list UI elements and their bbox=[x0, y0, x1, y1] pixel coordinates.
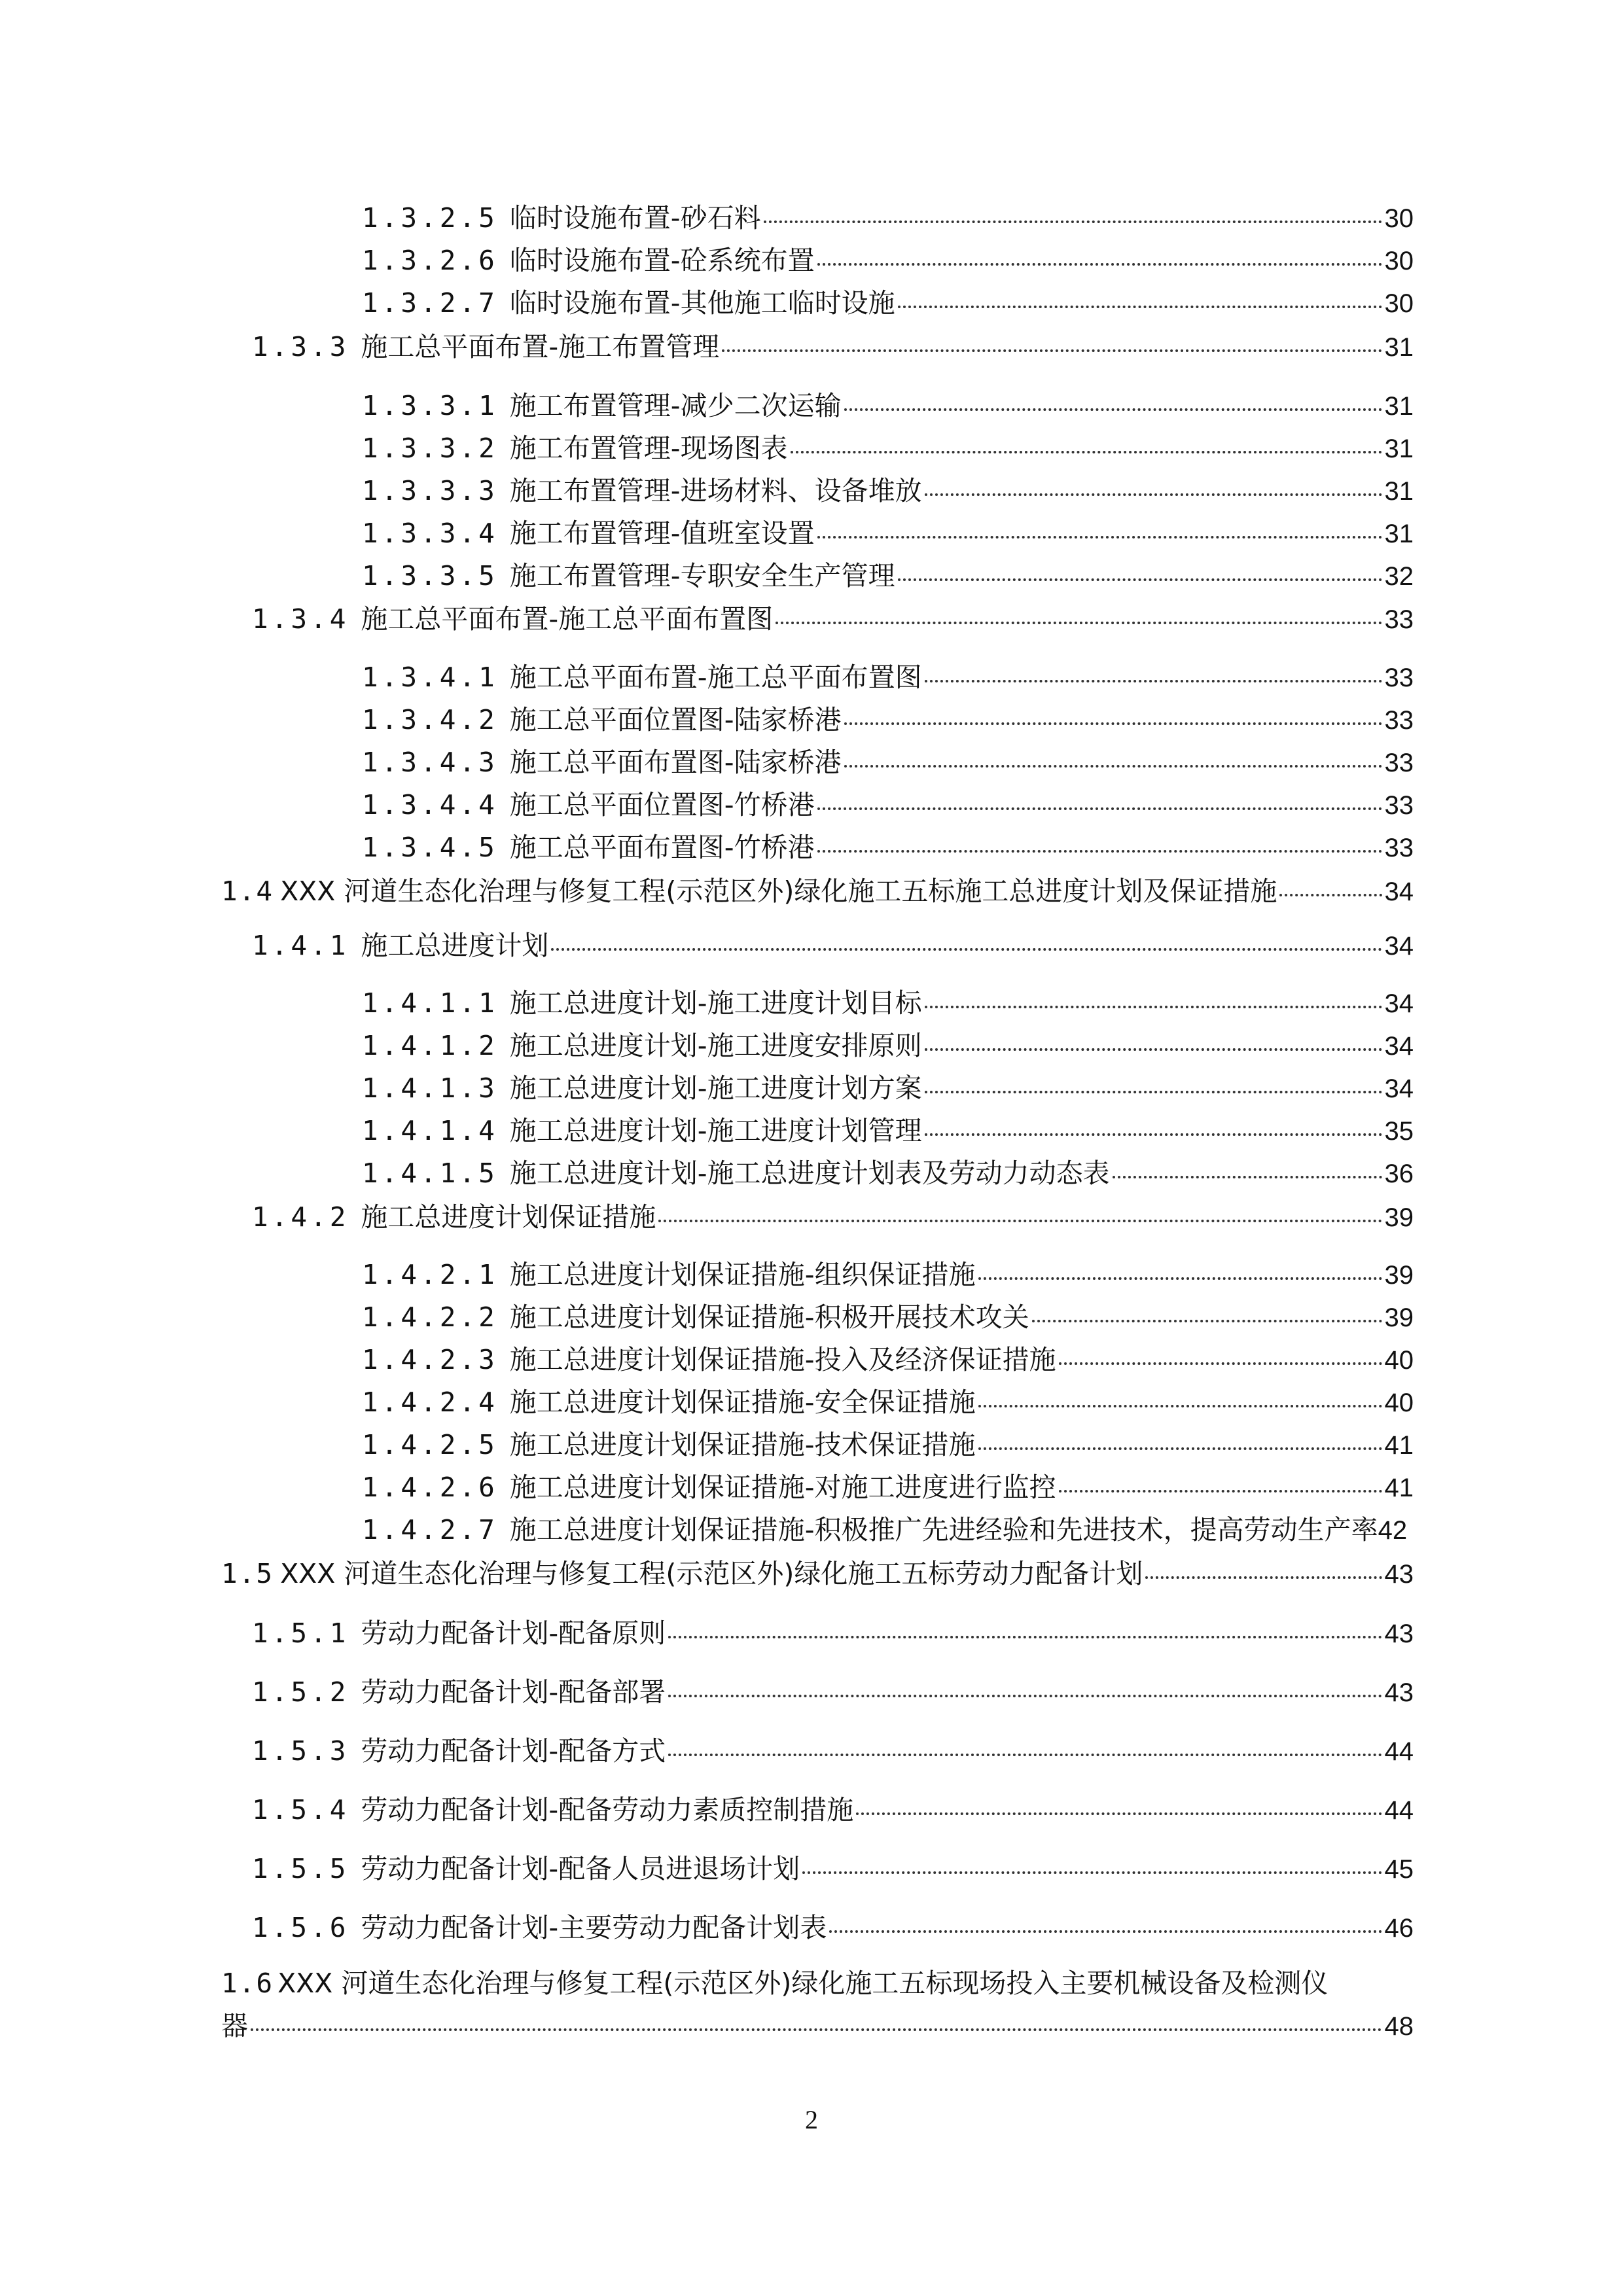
dot-leader bbox=[1145, 1576, 1382, 1579]
toc-entry-page: 48 bbox=[1384, 2012, 1414, 2041]
toc-entry-1-4-2-3[interactable] bbox=[362, 1341, 1414, 1379]
dot-leader bbox=[722, 349, 1382, 352]
toc-entry-page: 41 bbox=[1384, 1474, 1414, 1502]
toc-entry-page: 34 bbox=[1384, 932, 1414, 961]
toc-entry-1-3-4-1[interactable] bbox=[362, 659, 1414, 696]
toc-entry-1-5-4[interactable] bbox=[252, 1792, 1414, 1829]
toc-entry-title: 劳动力配备计划-配备人员进退场计划 bbox=[361, 1853, 800, 1884]
toc-entry-title: 施工总平面布置-施工总平面布置图 bbox=[361, 603, 774, 635]
toc-entry-title: 施工布置管理-值班室设置 bbox=[509, 518, 815, 549]
toc-entry-page: 45 bbox=[1384, 1855, 1414, 1884]
toc-entry-page: 43 bbox=[1384, 1619, 1414, 1648]
toc-entry-title: 施工布置管理-减少二次运输 bbox=[509, 390, 842, 421]
toc-entry-title: 施工总进度计划-施工总进度计划表及劳动力动态表 bbox=[509, 1157, 1110, 1189]
toc-entry-title: 施工总进度计划保证措施 bbox=[361, 1201, 656, 1233]
dot-leader bbox=[1032, 1320, 1382, 1322]
toc-entry-number: 1.3.4.1 bbox=[362, 662, 498, 693]
toc-entry-page: 36 bbox=[1384, 1159, 1414, 1188]
toc-entry-page: 33 bbox=[1384, 605, 1414, 634]
toc-entry-page: 46 bbox=[1384, 1914, 1414, 1943]
toc-entry-number: 1.3.3.1 bbox=[362, 390, 498, 421]
toc-entry-number: 1.4.2.5 bbox=[362, 1429, 498, 1460]
toc-entry-page: 33 bbox=[1384, 706, 1414, 735]
toc-entry-number: 1.4.1.3 bbox=[362, 1072, 498, 1104]
toc-entry-page: 41 bbox=[1384, 1431, 1414, 1460]
dot-leader bbox=[898, 306, 1382, 308]
dot-leader bbox=[925, 1006, 1382, 1008]
toc-entry-1-3-3-4[interactable] bbox=[362, 515, 1414, 552]
dot-leader bbox=[1059, 1362, 1382, 1365]
toc-entry-number: 1.5 bbox=[221, 1558, 274, 1589]
toc-entry-1-4-1-3[interactable] bbox=[362, 1070, 1414, 1107]
toc-entry-number: 1.4 bbox=[221, 875, 274, 907]
toc-entry-title-line1: XXX 河道生态化治理与修复工程(示范区外)绿化施工五标现场投入主要机械设备及检测仪 bbox=[277, 1968, 1329, 1999]
dot-leader bbox=[817, 263, 1382, 266]
toc-entry-page: 42 bbox=[1378, 1516, 1408, 1545]
toc-entry-title: 施工总进度计划保证措施-组织保证措施 bbox=[509, 1259, 976, 1290]
toc-entry-1-3-3-5[interactable] bbox=[362, 557, 1414, 595]
toc-entry-title: 施工总进度计划保证措施-投入及经济保证措施 bbox=[509, 1344, 1056, 1375]
toc-entry-number: 1.4.2.6 bbox=[362, 1472, 498, 1503]
dot-leader bbox=[978, 1277, 1382, 1280]
dot-leader bbox=[978, 1447, 1382, 1450]
toc-entry-page: 44 bbox=[1384, 1737, 1414, 1766]
toc-entry-page: 31 bbox=[1384, 333, 1414, 362]
toc-entry-1-4-2-5[interactable] bbox=[362, 1426, 1414, 1464]
dot-leader bbox=[925, 1133, 1382, 1136]
toc-entry-title: 劳动力配备计划-配备部署 bbox=[361, 1676, 666, 1708]
toc-entry-1-5-6[interactable] bbox=[252, 1909, 1414, 1947]
toc-entry-number: 1.3.2.7 bbox=[362, 287, 498, 319]
toc-entry-1-3-3-2[interactable] bbox=[362, 430, 1414, 467]
toc-entry-1-4-1-4[interactable] bbox=[362, 1112, 1414, 1150]
toc-entry-1-3-4-4[interactable] bbox=[362, 786, 1414, 824]
toc-entry-title: 施工总进度计划-施工进度计划目标 bbox=[509, 987, 922, 1019]
toc-entry-1-5[interactable] bbox=[221, 1555, 1414, 1593]
toc-entry-number: 1.3.4.3 bbox=[362, 747, 498, 778]
toc-entry-title: 施工总进度计划-施工进度计划管理 bbox=[509, 1115, 922, 1146]
toc-entry-page: 43 bbox=[1384, 1678, 1414, 1707]
dot-leader bbox=[978, 1405, 1382, 1407]
dot-leader bbox=[925, 680, 1382, 682]
toc-entry-title: 施工总进度计划保证措施-技术保证措施 bbox=[509, 1429, 976, 1460]
toc-entry-title: 施工总平面布置图-竹桥港 bbox=[509, 832, 815, 863]
toc-entry-number: 1.5.1 bbox=[252, 1617, 349, 1649]
toc-entry-number: 1.5.5 bbox=[252, 1853, 349, 1884]
toc-entry-number: 1.4.1.2 bbox=[362, 1030, 498, 1061]
dot-leader bbox=[898, 578, 1382, 581]
toc-entry-page: 43 bbox=[1384, 1560, 1414, 1589]
toc-entry-1-4-2-7[interactable] bbox=[362, 1511, 1414, 1549]
dot-leader bbox=[925, 493, 1382, 496]
toc-entry-title: 施工总进度计划-施工进度安排原则 bbox=[509, 1030, 922, 1061]
toc-entry-title: 施工总进度计划保证措施-积极推广先进经验和先进技术，提高劳动生产率 bbox=[509, 1514, 1378, 1545]
toc-entry-number: 1.4.2.4 bbox=[362, 1386, 498, 1418]
dot-leader bbox=[551, 948, 1382, 951]
toc-entry-number: 1.4.2.3 bbox=[362, 1344, 498, 1375]
toc-entry-page: 33 bbox=[1384, 791, 1414, 820]
toc-entry-page: 31 bbox=[1384, 477, 1414, 506]
toc-entry-number: 1.4.1.4 bbox=[362, 1115, 498, 1146]
toc-entry-title: 施工总平面位置图-陆家桥港 bbox=[509, 704, 842, 735]
toc-entry-page: 30 bbox=[1384, 289, 1414, 318]
toc-entry-page: 35 bbox=[1384, 1117, 1414, 1146]
dot-leader bbox=[844, 722, 1382, 725]
toc-entry-title: 临时设施布置-砼系统布置 bbox=[509, 245, 815, 276]
dot-leader bbox=[658, 1220, 1382, 1222]
toc-entry-1-3-2-6[interactable] bbox=[362, 242, 1414, 279]
dot-leader bbox=[668, 1695, 1382, 1697]
toc-entry-1-4-1-1[interactable] bbox=[362, 985, 1414, 1022]
toc-entry-title: 施工总进度计划-施工进度计划方案 bbox=[509, 1072, 922, 1104]
toc-entry-page: 34 bbox=[1384, 989, 1414, 1018]
toc-entry-1-4-1-2[interactable] bbox=[362, 1027, 1414, 1065]
toc-entry-title: 施工布置管理-现场图表 bbox=[509, 433, 788, 464]
toc-entry-title: 临时设施布置-砂石料 bbox=[509, 202, 761, 234]
dot-leader bbox=[817, 850, 1382, 853]
toc-entry-page: 31 bbox=[1384, 434, 1414, 463]
toc-entry-page: 30 bbox=[1384, 247, 1414, 275]
toc-entry-number: 1.4.2.7 bbox=[362, 1514, 498, 1545]
toc-entry-1-4-1[interactable] bbox=[252, 927, 1414, 964]
toc-entry-title: 临时设施布置-其他施工临时设施 bbox=[509, 287, 895, 319]
toc-entry-title: 施工布置管理-进场材料、设备堆放 bbox=[509, 475, 922, 506]
toc-entry-1-3-3-3[interactable] bbox=[362, 472, 1414, 510]
toc-entry-title: 劳动力配备计划-配备原则 bbox=[361, 1617, 666, 1649]
toc-entry-number: 1.3.4.4 bbox=[362, 789, 498, 821]
toc-entry-page: 30 bbox=[1384, 204, 1414, 233]
toc-entry-title: 施工总平面布置-施工布置管理 bbox=[361, 331, 720, 362]
toc-entry-1-4-2-1[interactable] bbox=[362, 1256, 1414, 1294]
dot-leader bbox=[668, 1636, 1382, 1638]
toc-entry-page: 40 bbox=[1384, 1388, 1414, 1417]
toc-entry-title: 施工布置管理-专职安全生产管理 bbox=[509, 560, 895, 592]
toc-entry-title: 施工总进度计划 bbox=[361, 930, 549, 961]
toc-entry-number: 1.3.4.2 bbox=[362, 704, 498, 735]
toc-entry-1-3-2-7[interactable] bbox=[362, 285, 1414, 322]
toc-entry-page: 33 bbox=[1384, 663, 1414, 692]
dot-leader bbox=[925, 1048, 1382, 1051]
toc-entry-1-3-4-3[interactable] bbox=[362, 744, 1414, 781]
toc-entry-page: 33 bbox=[1384, 834, 1414, 862]
toc-entry-number: 1.6 bbox=[221, 1968, 274, 1999]
dot-leader bbox=[1279, 894, 1382, 896]
toc-entry-number: 1.3.3.3 bbox=[362, 475, 498, 506]
toc-entry-1-5-5[interactable] bbox=[252, 1850, 1414, 1888]
toc-entry-number: 1.3.3.2 bbox=[362, 433, 498, 464]
toc-entry-title: 施工总进度计划保证措施-积极开展技术攻关 bbox=[509, 1301, 1029, 1333]
toc-entry-title: 施工总平面位置图-竹桥港 bbox=[509, 789, 815, 821]
toc-entry-1-4-2[interactable] bbox=[252, 1199, 1414, 1236]
dot-leader bbox=[817, 536, 1382, 539]
dot-leader bbox=[668, 1754, 1382, 1756]
toc-entry-1-5-3[interactable] bbox=[252, 1733, 1414, 1770]
toc-entry-number: 1.4.1.5 bbox=[362, 1157, 498, 1189]
page-number: 2 bbox=[805, 2105, 818, 2134]
toc-entry-page: 34 bbox=[1384, 1074, 1414, 1103]
toc-entry-page: 31 bbox=[1384, 392, 1414, 421]
toc-entry-number: 1.4.2.2 bbox=[362, 1301, 498, 1333]
toc-entry-1-6-line1[interactable] bbox=[221, 1965, 1414, 2002]
toc-entry-page: 31 bbox=[1384, 520, 1414, 548]
toc-entry-number: 1.4.2.1 bbox=[362, 1259, 498, 1290]
dot-leader bbox=[251, 2028, 1382, 2031]
toc-entry-page: 32 bbox=[1384, 562, 1414, 591]
toc-entry-1-3-3[interactable] bbox=[252, 328, 1414, 366]
toc-entry-title-line2: 器 bbox=[221, 2010, 248, 2041]
toc-entry-title: 劳动力配备计划-主要劳动力配备计划表 bbox=[361, 1912, 827, 1943]
toc-entry-1-3-4-5[interactable] bbox=[362, 829, 1414, 866]
toc-entry-page: 39 bbox=[1384, 1261, 1414, 1290]
toc-entry-1-6-line2[interactable] bbox=[221, 2007, 1414, 2045]
dot-leader bbox=[844, 765, 1382, 768]
toc-entry-number: 1.4.1 bbox=[252, 930, 349, 961]
toc-entry-1-3-2-5[interactable] bbox=[362, 200, 1414, 237]
toc-entry-number: 1.3.2.6 bbox=[362, 245, 498, 276]
toc-entry-title: XXX 河道生态化治理与修复工程(示范区外)绿化施工五标劳动力配备计划 bbox=[280, 1558, 1143, 1589]
toc-entry-1-4-2-4[interactable] bbox=[362, 1384, 1414, 1421]
toc-entry-page: 39 bbox=[1384, 1203, 1414, 1232]
dot-leader bbox=[791, 451, 1382, 453]
dot-leader bbox=[1059, 1490, 1382, 1492]
toc-entry-number: 1.5.2 bbox=[252, 1676, 349, 1708]
toc-entry-title: 施工总平面布置图-陆家桥港 bbox=[509, 747, 842, 778]
toc-entry-page: 34 bbox=[1384, 1032, 1414, 1061]
dot-leader bbox=[856, 1812, 1382, 1815]
toc-entry-title: 劳动力配备计划-配备劳动力素质控制措施 bbox=[361, 1794, 854, 1826]
toc-entry-page: 44 bbox=[1384, 1796, 1414, 1825]
toc-entry-number: 1.3.4 bbox=[252, 603, 349, 635]
toc-entry-title: 施工总进度计划保证措施-安全保证措施 bbox=[509, 1386, 976, 1418]
toc-entry-1-4-2-6[interactable] bbox=[362, 1469, 1414, 1506]
toc-entry-number: 1.3.3 bbox=[252, 331, 349, 362]
toc-entry-page: 33 bbox=[1384, 749, 1414, 777]
toc-entry-1-5-2[interactable] bbox=[252, 1674, 1414, 1711]
toc-entry-title: XXX 河道生态化治理与修复工程(示范区外)绿化施工五标施工总进度计划及保证措施 bbox=[280, 875, 1277, 907]
toc-entry-title: 劳动力配备计划-配备方式 bbox=[361, 1735, 666, 1767]
toc-entry-number: 1.3.2.5 bbox=[362, 202, 498, 234]
dot-leader bbox=[1113, 1176, 1382, 1178]
dot-leader bbox=[764, 221, 1382, 223]
toc-entry-1-4-1-5[interactable] bbox=[362, 1155, 1414, 1192]
toc-entry-number: 1.5.4 bbox=[252, 1794, 349, 1826]
toc-entry-number: 1.5.3 bbox=[252, 1735, 349, 1767]
dot-leader bbox=[776, 622, 1382, 624]
toc-entry-page: 40 bbox=[1384, 1346, 1414, 1375]
toc-entry-1-3-4-2[interactable] bbox=[362, 701, 1414, 739]
dot-leader bbox=[925, 1091, 1382, 1093]
dot-leader bbox=[802, 1871, 1382, 1874]
toc-entry-number: 1.5.6 bbox=[252, 1912, 349, 1943]
toc-entry-1-3-3-1[interactable] bbox=[362, 387, 1414, 425]
toc-entry-number: 1.4.1.1 bbox=[362, 987, 498, 1019]
toc-entry-title: 施工总进度计划保证措施-对施工进度进行监控 bbox=[509, 1472, 1056, 1503]
toc-entry-1-4[interactable] bbox=[221, 873, 1414, 910]
dot-leader bbox=[817, 807, 1382, 810]
toc-entry-number: 1.4.2 bbox=[252, 1201, 349, 1233]
dot-leader bbox=[844, 408, 1382, 411]
toc-entry-1-5-1[interactable] bbox=[252, 1615, 1414, 1652]
toc-entry-number: 1.3.3.5 bbox=[362, 560, 498, 592]
toc-entry-page: 39 bbox=[1384, 1303, 1414, 1332]
toc-entry-number: 1.3.4.5 bbox=[362, 832, 498, 863]
toc-entry-1-4-2-2[interactable] bbox=[362, 1299, 1414, 1336]
toc-entry-number: 1.3.3.4 bbox=[362, 518, 498, 549]
toc-entry-1-3-4[interactable] bbox=[252, 601, 1414, 638]
toc-entry-page: 34 bbox=[1384, 877, 1414, 906]
dot-leader bbox=[829, 1930, 1382, 1933]
toc-entry-title: 施工总平面布置-施工总平面布置图 bbox=[509, 662, 922, 693]
